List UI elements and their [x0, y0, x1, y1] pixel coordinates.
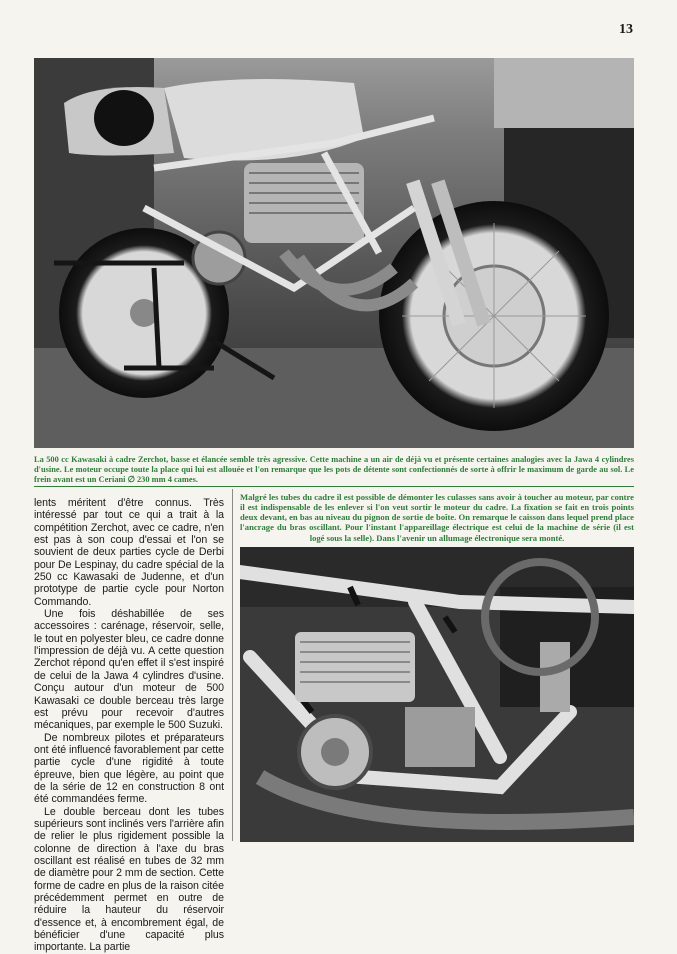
engine-frame-photo-illustration — [240, 547, 634, 842]
article-body — [34, 497, 224, 954]
photo-caption-engine: Malgré les tubes du cadre il est possible de démonter les culasses sans avoir à toucher au moteur, par contre il est indispensable de les enlever si l'on veut sortir le moteur du cadre. La fixation se fait en trois points deux devant, en bas au niveau du pignon de sortie de boîte. On remarque le caisson dans lequel prend place l'ancrage du bras oscillant. Pour l'instant l'appareillage électrique est celui de la machine de série (il est logé sous la selle). Dans l'avenir un allumage électronique sera monté. — [240, 492, 634, 543]
article-paragraph: lents méritent d'être connus. Très intéressé par tout ce qui a trait à la compétition Zerchot, avec ce cadre, n'en est pas à son coup d'essai et l'on se souvient de deux parties cycle de Derbi pour De Lespinay, du cadre spécial de la 250 cc Kawasaki de Judenne, et d'un prototype de partie cycle pour Norton Commando. — [34, 497, 224, 608]
motorcycle-photo — [34, 58, 634, 448]
photo-caption-top: La 500 cc Kawasaki à cadre Zerchot, basse et élancée semble très agressive. Cette machine a un air de déjà vu et présente certaines analogies avec la Jawa 4 cylindres d'usine. Le moteur occupe toute la place qui lui est allouée et l'on remarque que les pots de détente sont confectionnés de sorte à offrir le maximum de garde au sol. Le frein avant est un Ceriani ∅ 230 mm 4 cames. — [34, 455, 634, 484]
article-paragraph: Le double berceau dont les tubes supérieurs sont inclinés vers l'arrière afin de relier le plus rigidement possible la colonne de direction à l'axe du bras oscillant est réalisé en tubes de 32 mm de diamètre pour 2 mm de section. Cette forme de cadre en plus de la raison citée précédemment permet en outre de réduire la hauteur du réservoir d'essence et, à encombrement égal, de bénéficier d'une capacité plus importante. La partie — [34, 805, 225, 954]
column-divider — [232, 489, 233, 841]
motorcycle-photo-illustration — [34, 58, 634, 448]
engine-frame-photo — [240, 547, 634, 842]
article-paragraph: De nombreux pilotes et préparateurs ont été influencé favorablement par cette partie cycle d'une rigidité à toute épreuve, bien que légère, au point que de la série de 12 en construction 8 ont été commandées ferme. — [34, 731, 224, 806]
caption-divider — [34, 486, 634, 487]
article-paragraph: Une fois déshabillée de ses accessoires : carénage, réservoir, selle, le tout en polyester bleu, ce cadre donne l'impression de déjà vu. A cette question Zerchot répond qu'en effet il s'est inspiré de celui de la Jawa 4 cylindres d'usine. Conçu autour d'un moteur de 500 Kawasaki ce double berceau très large est prévu pour recevoir d'autres mécaniques, par exemple le 500 Suzuki. — [34, 608, 224, 732]
page-number: 13 — [619, 22, 633, 37]
